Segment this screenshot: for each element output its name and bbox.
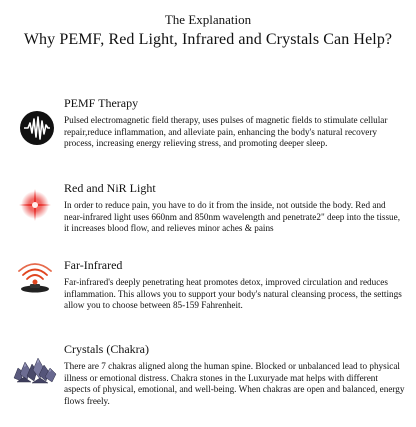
section-heading: Crystals (Chakra): [64, 342, 149, 356]
section-body: There are 7 chakras aligned along the human spine. Blocked or unbalanced lead to physical illness or emotional distress. Chakra stones in the Luxuryade mat helps with different aspects of physical, emotional, and well-being. When chakras are open and balanced, energy flows freely.: [64, 361, 405, 406]
section-body: In order to reduce pain, you have to do it from the inside, not outside the body. Red and near-infrared light uses 660nm and 850nm wavelength and penetrate2" deep into the tissue, it increases blood flow, and relieves minor aches & pains: [64, 200, 401, 234]
section-heading: Red and NiR Light: [64, 181, 156, 195]
far-infrared-icon: [15, 263, 55, 299]
section-heading: Far-Infrared: [64, 258, 123, 272]
pemf-wave-icon: [19, 110, 55, 146]
red-light-icon: [17, 187, 53, 223]
header: [0, 0, 416, 50]
section-heading: PEMF Therapy: [64, 96, 139, 110]
section-body: Far-infrared's deeply penetrating heat promotes detox, improved circulation and reduces inflammation. This allows you to support your body's natural cleansing process, the settings allow you to choose between 85-159 Fahrenheit.: [64, 277, 402, 311]
crystals-icon: [12, 352, 58, 384]
kicker: The Explanation: [164, 12, 252, 27]
page-title: Why PEMF, Red Light, Infrared and Crystals Can Help?: [23, 31, 393, 48]
section-body: Pulsed electromagnetic field therapy, uses pulses of magnetic fields to stimulate cellular repair,reduce inflammation, and alleviate pain, enhancing the body's natural recovery process, increasing energy relieving stress, and promoting deeper sleep.: [64, 115, 388, 149]
